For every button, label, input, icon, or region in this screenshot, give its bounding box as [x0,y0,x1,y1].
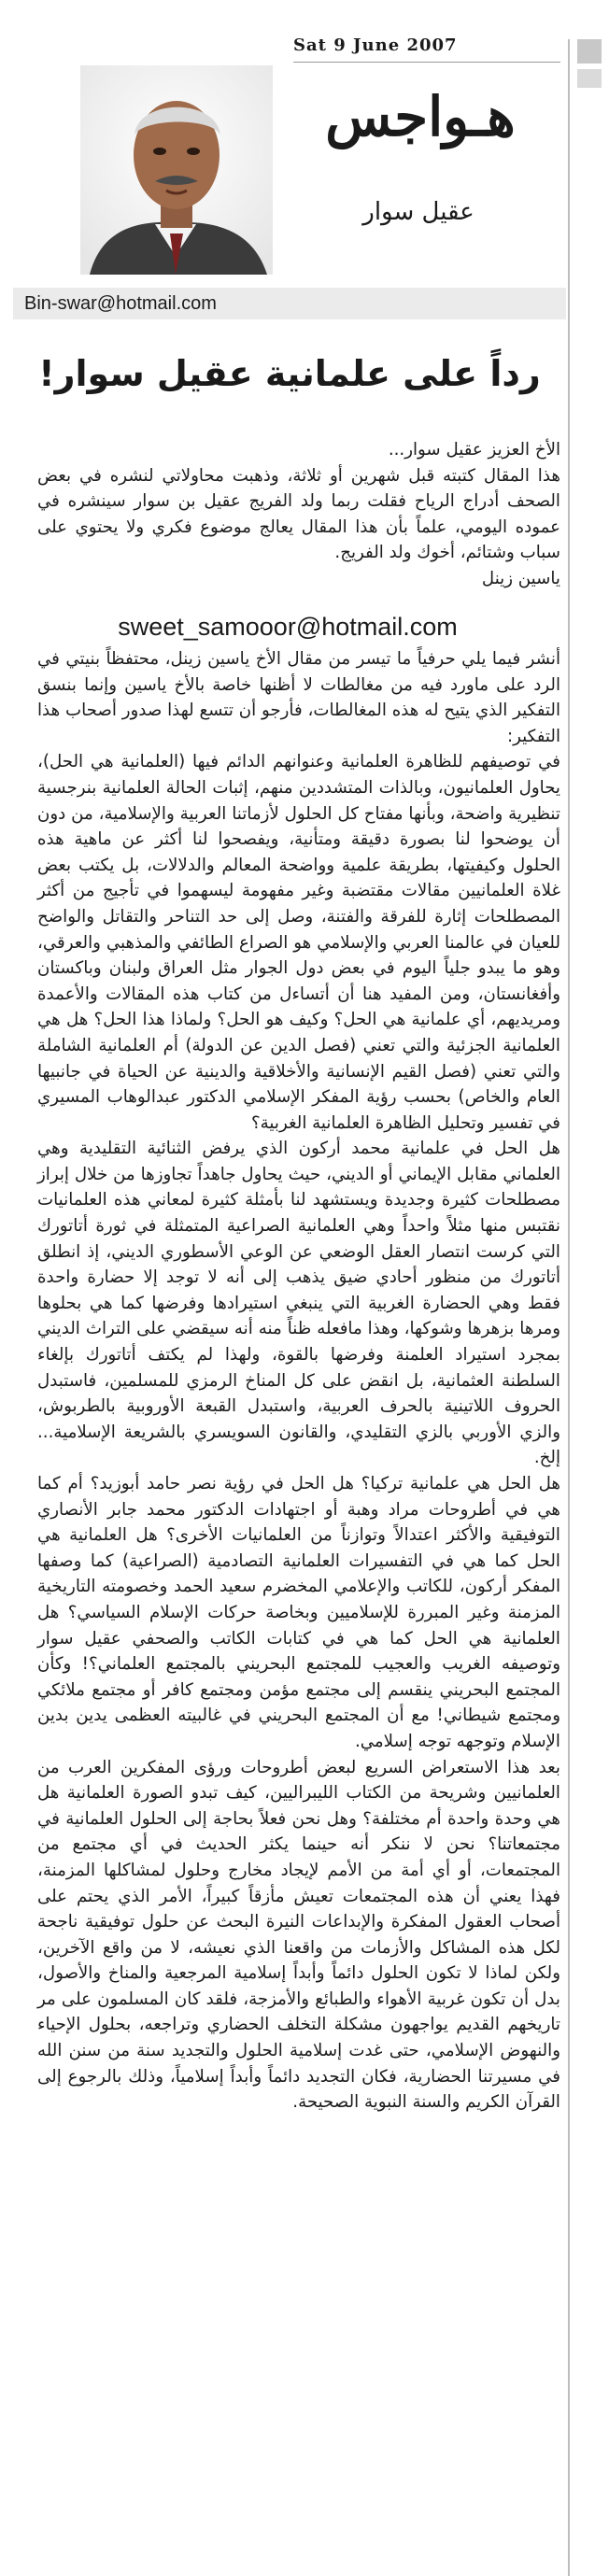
letter-greeting: الأخ العزيز عقيل سوار... [388,440,560,460]
paragraph-conclusion: بعد هذا الاستعراض السريع لبعض أطروحات ورؤى المفكرين العرب من العلمانيين وشريحة من الكتاب الليبراليين، كيف تبدو الصورة العلمانية هل هي وحدة واحدة أم مختلفة؟ وهل نحن فعلاً بحاجة إلى الحلول العلمانية في مجتمعاتنا؟ نحن لا ننكر أنه حينما يكثر الحديث في أي مجتمع من المجتمعات، أو أي أمة من الأمم لإيجاد مخارج وحلول لمشاكلها المزمنة، فهذا يعني أن هذه المجتمعات تعيش مأزقاً كبيراً، الأمر الذي يحتم على أصحاب العقول المفكرة والإبداعات النيرة البحث عن حلول توفيقية ناجحة لكل هذه المشاكل والأزمات من واقعنا الذي نعيشه، لا من واقع الآخرين، ولكن لماذا لا تكون الحلول دائماً وأبداً إسلامية المرجعية والمناخ والأصول، بدل أن تكون غربية الأهواء والطبائع والأمزجة، فلقد كان المسلمون على مر تاريخهم القديم يواجهون مشكلة التخلف الحضاري وتراجعه، بحلول الإحياء والنهوض الإسلامي، حتى غدت إسلامية الحلول والتجديد سنة من سنن الله في مسيرتنا الحضارية، فكان التجديد دائماً وأبداً إسلامياً، وذلك بالرجوع إلى القرآن الكريم والسنة النبوية الصحيحة. [37,1757,560,2113]
paragraph-arkoun-ataturk: هل الحل في علمانية محمد أركون الذي يرفض الثنائية التقليدية وهي العلماني مقابل الإيماني أو الديني، حيث يحاول جاهداً تجاوزها من خلال إبراز مصطلحات كثيرة وجديدة ويستشهد لنا بأمثلة كثيرة لمعاني هذه العلمانيات نقتبس منها مثلاً واحداً وهي العلمانية الصراعية المتمثلة في ثورة أتاتورك التي كرست انتصار العقل الوضعي عن الوعي الأسطوري الديني، إذ انطلق أتاتورك من منظور أحادي ضيق يذهب إلى أنه لا توجد إلا حضارة واحدة فقط وهي الحضارة الغربية التي ينبغي استيرادها وفرضها كما هي بحلوها ومرها بزهرها وشوكها، وهذا مافعله ظناً منه أنه سيقضي على التراث الديني بمجرد استيراد العلمنة وفرضها بالقوة، ولهذا لم يكتف أتاتورك بإلغاء السلطنة العثمانية، بل انقض على كل المناخ الرمزي للمسلمين، فاستبدل الحروف اللاتينية بالحرف العربية، واستبدل القبعة الأوروبية بالطربوش، والزي الأوربي بالزي التقليدي، والقانون السويسري بالشريعة الإسلامية... إلخ. [37,1139,560,1468]
letter-intro [37,437,560,592]
issue-date: Sat 9 June 2007 [293,35,458,55]
letter-signature: ياسين زينل [481,568,560,588]
column-title: هـواجس [325,85,516,149]
vertical-divider [568,39,570,2576]
paragraph-intro: أنشر فيما يلي حرفياً ما تيسر من مقال الأخ ياسين زينل، محتفظاً بنيتي في الرد على ماورد فيه من مغالطات لا أظنها خاصة بالأخ ياسين وإنما بنسق التفكير الذي يتيح له هذه المغالطات، فأرجو أن تتسع لهذا صدور أصحاب هذا التفكير: [37,649,560,746]
side-marker-top [577,39,602,64]
author-photo [80,65,273,275]
article-body [37,646,560,2116]
article-title: رداً على علمانية عقيل سوار! [38,353,541,394]
date-underline [293,62,560,63]
side-marker-second [577,69,602,88]
paragraph-turkey-question: هل الحل هي علمانية تركيا؟ هل الحل في رؤية نصر حامد أبوزيد؟ أم كما هي في أطروحات مراد وهبة أو اجتهادات الدكتور محمد جابر الأنصاري التوفيقية والأكثر اعتدالاً وتوازناً من العلمانيات الأخرى؟ هل العلمانية هي الحل كما هي في التفسيرات العلمانية التصادمية (الصراعية) كما وصفها المفكر أركون، للكاتب والإعلامي المخضرم سعيد الحمد وخصومته التاريخية المزمنة وغير المبررة للإسلاميين وبخاصة حركات الإسلام السياسي؟ هل العلمانية هي الحل كما هي في كتابات الكاتب والصحفي عقيل سوار وتوصيفه الغريب والعجيب للمجتمع البحريني بالمجتمع العلماني؟! وكأن المجتمع البحريني ينقسم إلى مجتمع مؤمن ومجتمع كافر أو مجتمع ملائكي ومجتمع شيطاني! مع أن المجتمع البحريني في غالبيته العظمى يدين بدين الإسلام وتوجهه توجه إسلامي. [37,1474,560,1751]
letter-body: هذا المقال كتبته قبل شهرين أو ثلاثة، وذهبت محاولاتي لنشره في بعض الصحف أدراج الرياح فقلت ربما ولد الفريج عقيل بن سوار سينشره في عموده اليومي، علماً بأن هذا المقال يعالج موضوع فكري ولا يحتوي على سباب وشتائم، أخوك ولد الفريج. [37,465,560,563]
reader-email-link[interactable]: sweet_samooor@hotmail.com [118,613,458,641]
author-email-bar [13,288,566,319]
author-email-link[interactable]: Bin-swar@hotmail.com [24,293,217,314]
paragraph-secularism-definition: في توصيفهم للظاهرة العلمانية وعنوانهم الدائم فيها (العلمانية هي الحل)، يحاول العلمانيون، وبالذات المتشددين منهم، إثبات الحالة العلمانية بنرجسية تنظيرية واضحة، وبأنها مفتاح كل الحلول لأزماتنا العربية والإسلامية، من دون أن يوضحوا لنا بصورة دقيقة ومتأنية، ويفصحوا لنا أكثر عن ماهية هذه الحلول وكيفيتها، بطريقة علمية وواضحة المعالم والدلالات، بل يكتب بعض غلاة العلمانيين مقالات مقتضبة وغير مفهومة ليسهموا في تأجيج من أكثر المصطلحات إثارة للفرقة والفتنة، وصل إلى حد التناحر والتقاتل والواضح للعيان في عالمنا العربي والإسلامي هو الصراع الطائفي والمذهبي والعرقي، وهو ما يبدو جلياً اليوم في بعض دول الجوار مثل العراق ولبنان وباكستان وأفغانستان، ومن المفيد هنا أن أتساءل من كتاب هذه المقالات والأعمدة ومريديهم، أي علمانية هي الحل؟ وكيف هو الحل؟ ولماذا هذا الحل؟ هل هي العلمانية الجزئية والتي تعني (فصل الدين عن الدولة) أم العلمانية الشاملة والتي تعني (فصل القيم الإنسانية والأخلاقية والدينية عن الحياة في جانبيها العام والخاص) بحسب رؤية المفكر الإسلامي الدكتور عبدالوهاب المسيري في تفسير وتحليل الظاهرة العلمانية الغربية؟ [37,752,560,1133]
author-name: عقيل سوار [362,198,474,226]
